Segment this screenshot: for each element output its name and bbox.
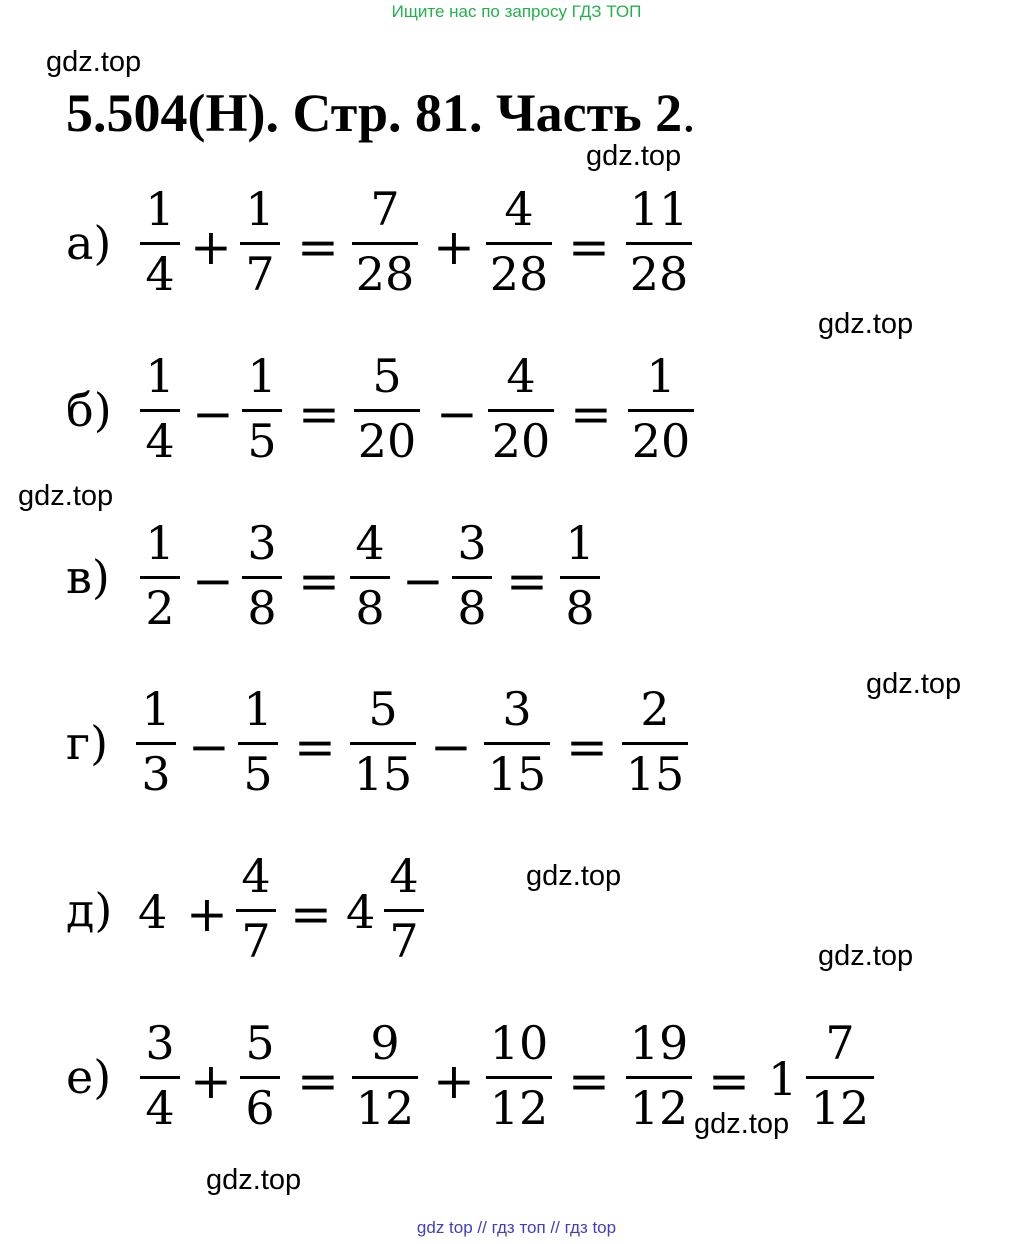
equals: =: [297, 1052, 339, 1110]
fraction: 10 12: [486, 1020, 552, 1137]
equals: =: [568, 1052, 610, 1110]
equals: =: [297, 218, 339, 276]
fraction: 9 12: [352, 1020, 418, 1137]
fraction: 4 20: [488, 353, 554, 470]
fraction: 19 12: [626, 1020, 692, 1137]
fraction: 4 28: [486, 186, 552, 303]
fraction: 11 28: [626, 186, 692, 303]
fraction: 5 15: [350, 686, 416, 803]
operator: −: [192, 552, 234, 610]
page-title: [66, 83, 696, 143]
watermark: gdz.top: [206, 1164, 302, 1196]
equals: =: [568, 218, 610, 276]
fraction: 1 5: [238, 686, 278, 803]
operator: −: [188, 718, 230, 776]
equation-label: б): [66, 383, 112, 437]
whole-number: 4: [138, 885, 168, 939]
watermark: gdz.top: [18, 480, 114, 512]
title-dot: .: [682, 83, 696, 143]
fraction: 4 7: [236, 853, 276, 970]
fraction: 7 12: [806, 1020, 874, 1137]
operator: −: [192, 385, 234, 443]
operator: +: [433, 218, 475, 276]
watermark: gdz.top: [526, 860, 622, 892]
fraction: 1 5: [242, 353, 282, 470]
fraction: 5 20: [354, 353, 420, 470]
equation-label: в): [66, 550, 110, 604]
equals: =: [566, 718, 608, 776]
equals: =: [294, 718, 336, 776]
watermark: gdz.top: [586, 140, 682, 172]
fraction: 1 20: [628, 353, 694, 470]
watermark: gdz.top: [818, 940, 914, 972]
whole-number: 1: [768, 1052, 798, 1106]
fraction: 1 4: [140, 186, 180, 303]
equals: =: [298, 552, 340, 610]
equals: =: [570, 385, 612, 443]
operator: +: [433, 1052, 475, 1110]
watermark: gdz.top: [694, 1108, 790, 1140]
operator: +: [190, 1052, 232, 1110]
watermark: gdz.top: [46, 46, 142, 78]
title-main: 5.504(Н). Стр. 81. Часть 2: [66, 83, 683, 143]
fraction: 3 4: [140, 1020, 180, 1137]
equals: =: [506, 552, 548, 610]
fraction: 3 15: [484, 686, 550, 803]
fraction: 1 8: [560, 520, 600, 637]
equation-label: г): [66, 716, 109, 770]
whole-number: 4: [346, 885, 376, 939]
operator: −: [430, 718, 472, 776]
fraction: 1 3: [136, 686, 176, 803]
footer-links[interactable]: gdz top // гдз топ // гдз top: [416, 1218, 617, 1237]
equals: =: [708, 1052, 750, 1110]
fraction: 5 6: [240, 1020, 280, 1137]
operator: −: [436, 385, 478, 443]
watermark: gdz.top: [866, 668, 962, 700]
equation-label: а): [66, 216, 112, 270]
fraction: 4 7: [384, 853, 424, 970]
search-banner[interactable]: Ищите нас по запросу ГДЗ ТОП: [391, 2, 642, 21]
fraction: 7 28: [352, 186, 418, 303]
equals: =: [298, 385, 340, 443]
fraction: 1 7: [240, 186, 280, 303]
watermark: gdz.top: [818, 308, 914, 340]
fraction: 4 8: [350, 520, 390, 637]
equation-label: д): [66, 883, 113, 937]
fraction: 1 4: [140, 353, 180, 470]
equation-label: е): [66, 1050, 112, 1104]
equals: =: [290, 885, 332, 943]
operator: +: [186, 885, 228, 943]
operator: +: [190, 218, 232, 276]
fraction: 2 15: [622, 686, 688, 803]
fraction: 1 2: [140, 520, 180, 637]
fraction: 3 8: [452, 520, 492, 637]
operator: −: [402, 552, 444, 610]
fraction: 3 8: [242, 520, 282, 637]
